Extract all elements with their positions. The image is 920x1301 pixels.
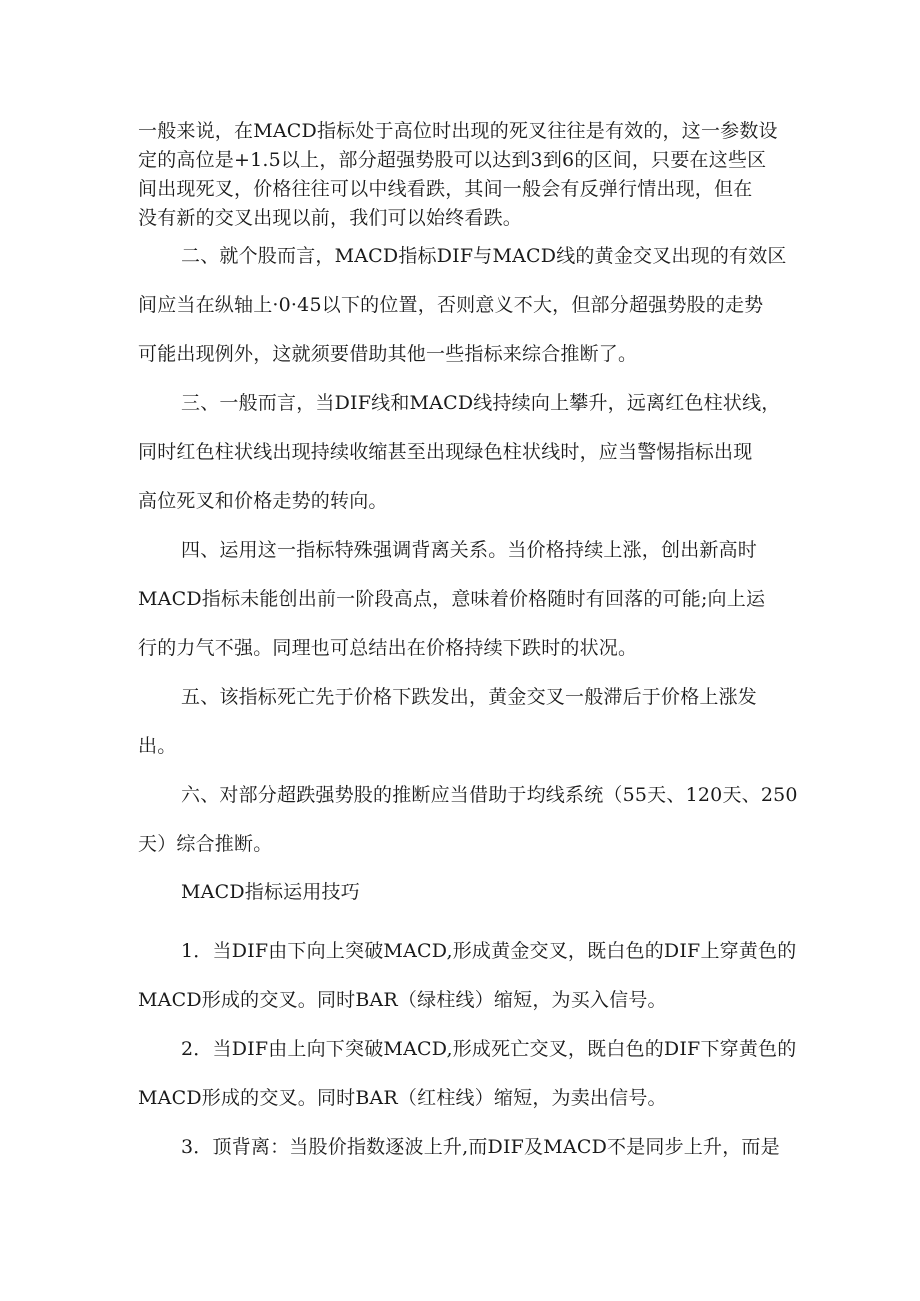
paragraph-line: 五、该指标死亡先于价格下跌发出，黄金交叉一般滞后于价格上涨发 xyxy=(181,686,758,708)
list-item-line: MACD形成的交叉。同时BAR（红柱线）缩短，为卖出信号。 xyxy=(138,1087,667,1109)
paragraph-line: 天）综合推断。 xyxy=(138,833,273,855)
paragraph-line: 出。 xyxy=(138,735,177,757)
paragraph-line: 二、就个股而言，MACD指标DIF与MACD线的黄金交叉出现的有效区 xyxy=(181,245,787,267)
paragraph-line: 六、对部分超跌强势股的推断应当借助于均线系统（55天、120天、250 xyxy=(181,784,798,806)
paragraph-line: 四、运用这一指标特殊强调背离关系。当价格持续上涨，创出新高时 xyxy=(181,539,758,561)
paragraph-line: 可能出现例外，这就须要借助其他一些指标来综合推断了。 xyxy=(138,343,638,365)
list-item-line: 2．当DIF由上向下突破MACD,形成死亡交叉，既白色的DIF下穿黄色的 xyxy=(181,1038,797,1060)
paragraph-line: 一般来说，在MACD指标处于高位时出现的死叉往往是有效的，这一参数设 xyxy=(138,120,778,142)
paragraph-line: 三、一般而言，当DIF线和MACD线持续向上攀升，远离红色柱状线， xyxy=(181,392,781,414)
paragraph-line: 没有新的交叉出现以前，我们可以始终看跌。 xyxy=(138,207,523,229)
paragraph-line: 同时红色柱状线出现持续收缩甚至出现绿色柱状线时，应当警惕指标出现 xyxy=(138,441,753,463)
paragraph-line: 间出现死叉，价格往往可以中线看跌，其间一般会有反弹行情出现，但在 xyxy=(138,178,753,200)
list-item-line: 3．顶背离：当股价指数逐波上升,而DIF及MACD不是同步上升，而是 xyxy=(181,1136,780,1158)
paragraph-line: 间应当在纵轴上·0·45以下的位置，否则意义不大，但部分超强势股的走势 xyxy=(138,294,764,316)
list-item-line: MACD形成的交叉。同时BAR（绿柱线）缩短，为买入信号。 xyxy=(138,989,667,1011)
paragraph-line: MACD指标未能创出前一阶段高点，意味着价格随时有回落的可能;向上运 xyxy=(138,588,766,610)
paragraph-line: 行的力气不强。同理也可总结出在价格持续下跌时的状况。 xyxy=(138,637,638,659)
section-heading: MACD指标运用技巧 xyxy=(181,881,360,903)
paragraph-line: 定的高位是+1.5以上，部分超强势股可以达到3到6的区间，只要在这些区 xyxy=(138,149,767,171)
list-item-line: 1．当DIF由下向上突破MACD,形成黄金交叉，既白色的DIF上穿黄色的 xyxy=(181,940,797,962)
paragraph-line: 高位死叉和价格走势的转向。 xyxy=(138,490,388,512)
